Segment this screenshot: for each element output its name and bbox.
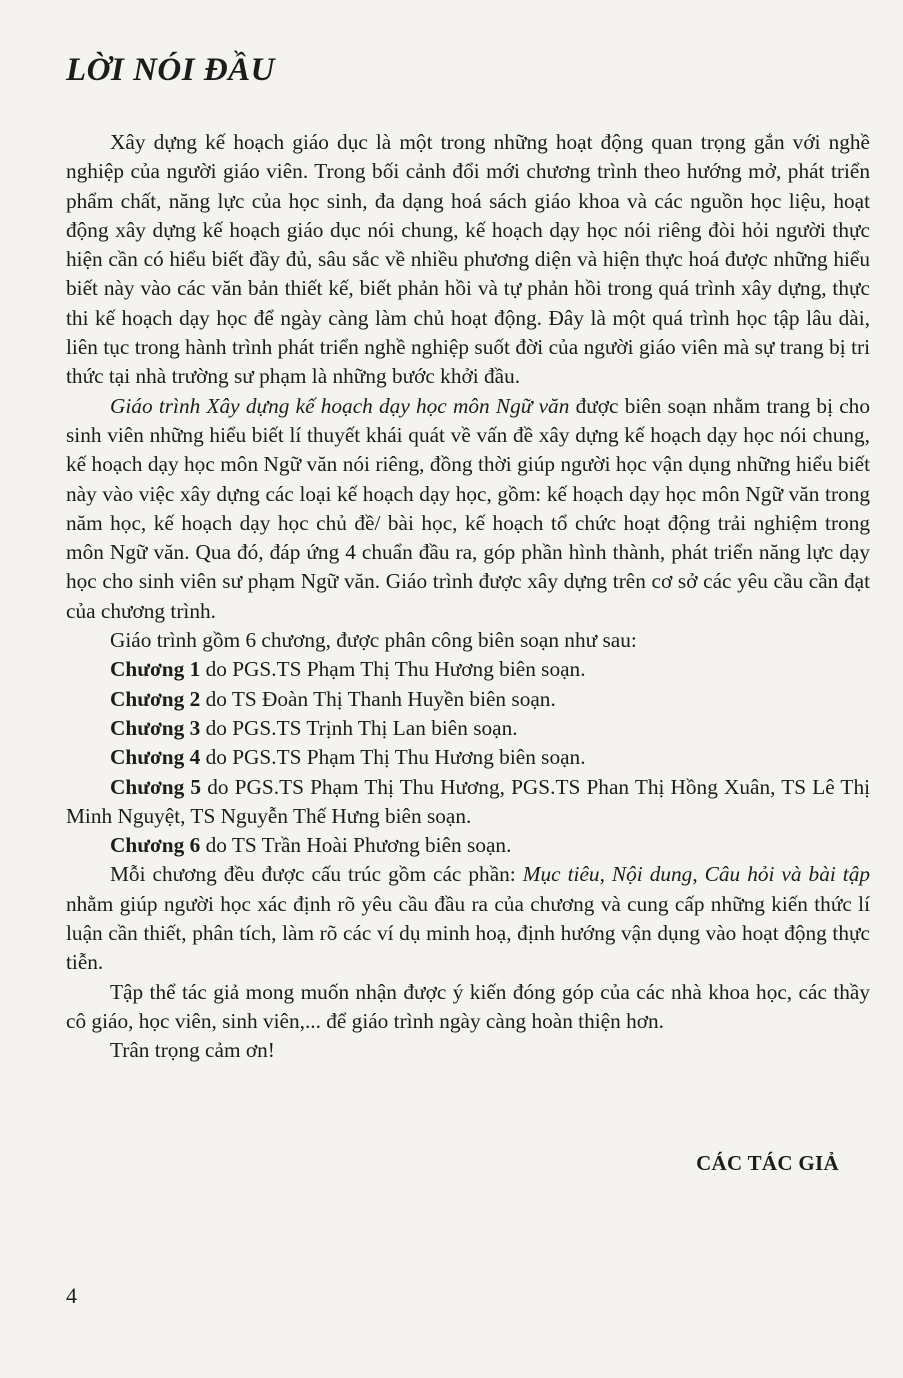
chapter-label: Chương 5: [110, 774, 202, 799]
chapter-author: do PGS.TS Phạm Thị Thu Hương biên soạn.: [200, 745, 586, 770]
section-name: Mục tiêu: [522, 862, 600, 887]
chapter-author: do PGS.TS Phạm Thị Thu Hương, PGS.TS Phan Thị Hồng Xuân, TS Lê Thị Minh Nguyệt, TS Nguyễn Thế Hưng biên soạn.: [66, 774, 871, 828]
paragraph-purpose: [66, 392, 870, 626]
paragraph-thanks: Trân trọng cảm ơn!: [110, 1038, 275, 1063]
body-text: [66, 128, 870, 1066]
chapter-line-3: [66, 714, 870, 743]
signature: CÁC TÁC GIẢ: [696, 1151, 839, 1175]
paragraph-purpose-text: được biên soạn nhằm trang bị cho sinh viên những hiểu biết lí thuyết khái quát về vấn đề xây dựng kế hoạch dạy học nói chung, kế hoạch dạy học môn Ngữ văn nói riêng, đồng thời giúp người học vận dụng những hiểu biết này vào việc xây dựng các loại kế hoạch dạy học, gồm: kế hoạch dạy học môn Ngữ văn trong năm học, kế hoạch dạy học chủ đề/ bài học, kế hoạch tổ chức hoạt động trải nghiệm trong môn Ngữ văn. Qua đó, đáp ứng 4 chuẩn đầu ra, góp phần hình thành, phát triển năng lực dạy học cho sinh viên sư phạm Ngữ văn. Giáo trình được xây dựng trên cơ sở các yêu cầu cần đạt của chương trình.: [66, 393, 870, 623]
chapter-label: Chương 6: [110, 833, 201, 858]
chapter-author: do TS Đoàn Thị Thanh Huyền biên soạn.: [200, 686, 556, 711]
chapter-author: do PGS.TS Trịnh Thị Lan biên soạn.: [200, 715, 518, 740]
chapter-line-5: [66, 773, 870, 832]
chapter-line-2: [66, 685, 870, 714]
text-segment: nhằm giúp người học xác định rõ yêu cầu đầu ra của chương và cung cấp những kiến thức lí luận cần thiết, phân tích, làm rõ các ví dụ minh hoạ, định hướng vận dụng vào hoạt động thực tiễn.: [66, 891, 870, 975]
section-name: Nội dung: [611, 862, 693, 887]
paragraph-intro: Xây dựng kế hoạch giáo dục là một trong những hoạt động quan trọng gắn với nghề nghiệp của người giáo viên. Trong bối cảnh đổi mới chương trình theo hướng mở, phát triển phẩm chất, năng lực của học sinh, đa dạng hoá sách giáo khoa và các nguồn học liệu, hoạt động xây dựng kế hoạch giáo dục nói chung, kế hoạch dạy học nói riêng đòi hỏi người thực hiện cần có hiểu biết đầy đủ, sâu sắc về nhiều phương diện và hiện thực hoá được những hiểu biết này vào các văn bản thiết kế, biết phản hồi và tự phản hồi trong quá trình xây dựng, thực thi kế hoạch dạy học để ngày càng làm chủ hoạt động. Đây là một quá trình học tập lâu dài, liên tục trong hành trình phát triển nghề nghiệp suốt đời của người giáo viên mà sự trang bị tri thức tại nhà trường sư phạm là những bước khởi đầu.: [66, 130, 870, 389]
page-number: 4: [66, 1283, 77, 1308]
text-segment: Mỗi chương đều được cấu trúc gồm các phần:: [110, 862, 523, 887]
paragraph-feedback: Tập thể tác giả mong muốn nhận được ý kiến đóng góp của các nhà khoa học, các thầy cô giáo, học viên, sinh viên,... để giáo trình ngày càng hoàn thiện hơn.: [66, 979, 870, 1033]
chapter-label: Chương 4: [110, 745, 201, 770]
chapter-line-4: [66, 743, 870, 772]
chapter-line-1: [66, 655, 870, 684]
chapter-label: Chương 3: [110, 715, 201, 740]
text-segment: ,: [692, 862, 705, 887]
chapter-author: do TS Trần Hoài Phương biên soạn.: [200, 833, 512, 858]
chapter-label: Chương 1: [110, 657, 201, 682]
paragraph-structure: Giáo trình gồm 6 chương, được phân công biên soạn như sau:: [110, 628, 637, 653]
chapter-author: do PGS.TS Phạm Thị Thu Hương biên soạn.: [200, 657, 586, 682]
chapter-label: Chương 2: [110, 686, 201, 711]
section-name: Câu hỏi và bài tập: [704, 862, 870, 887]
paragraph-chapter-structure: [66, 860, 870, 977]
chapter-line-6: [66, 831, 870, 860]
book-title: Giáo trình Xây dựng kế hoạch dạy học môn Ngữ văn: [110, 393, 570, 418]
page-heading: LỜI NÓI ĐẦU: [66, 52, 276, 88]
text-segment: ,: [599, 862, 612, 887]
